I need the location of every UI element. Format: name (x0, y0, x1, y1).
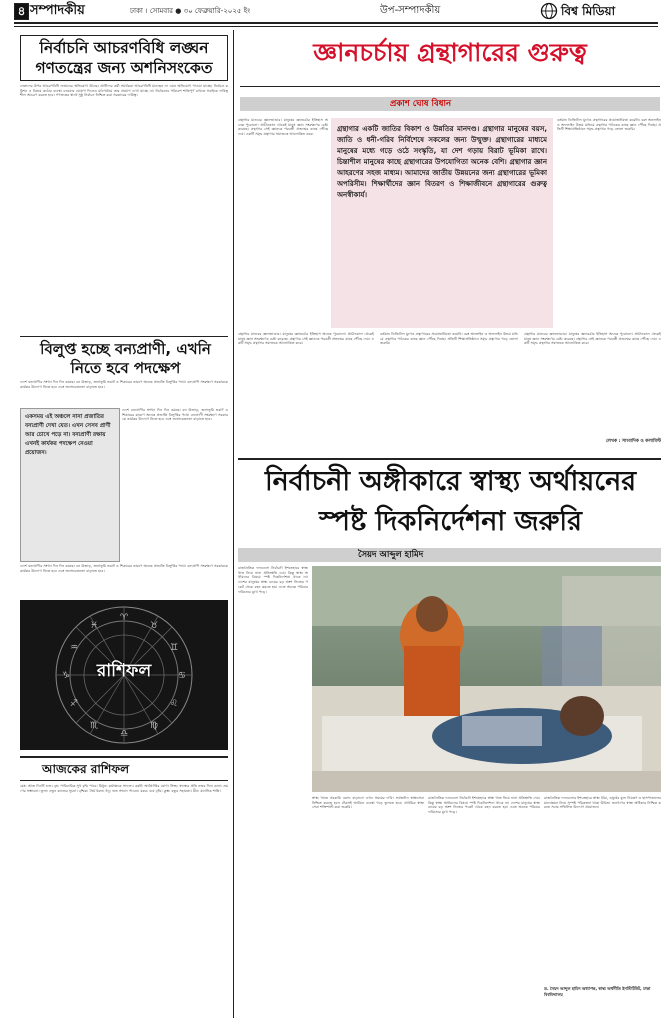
wildlife-pullquote: একসময় এই অঞ্চলে নানা প্রজাতির বন্যপ্রাণী দেখা যেত। এখন সেসব প্রাণী আর চোখে পড়ে না। বন্যপ্রাণী রক্ষায় এখনই কার্যকর পদক্ষেপ নেওয়া প্রয়োজন। (25, 414, 111, 456)
article1-body-lower-1: গ্রন্থাগার মানবের জ্ঞানভাণ্ডার। মানুষের জ্ঞানচর্চার ইতিহাস অনেক পুরোনো। প্রাচীনকাল থেকেই মানুষ জ্ঞান সংরক্ষণের চেষ্টা করেছে। গ্রন্থাগার সেই জ্ঞানকে পরবর্তী প্রজন্মের কাছে পৌঁছে দেয়। একটি সমৃদ্ধ গ্রন্থাগার সমাজকে আলোকিত করে। (238, 332, 374, 346)
column-rule (233, 30, 234, 1018)
article1-lead: গ্রন্থাগার একটি জাতির বিকাশ ও উন্নতির মানদণ্ড। গ্রন্থাগার মানুষের বয়স, জাতি ও ধনী-গরিব নির্বিশেষে সকলের জন্য উন্মুক্ত। গ্রন্থাগারের মাধ্যমে মানুষের মধ্যে গড়ে ওঠে সংস্কৃতি, যা দেশ গড়ায় বিরাট ভূমিকা রাখে। চিন্তাশীল মানুষের কাছে গ্রন্থাগারের উপযোগিতা অনেক বেশি। গ্রন্থাগার জ্ঞান আহরণের সহজ মাধ্যম। আমাদের জাতীয় উন্নয়নের জন্য গ্রন্থাগারের ভূমিকা অপরিসীম। শিক্ষার্থীদের জ্ঞান বিতরণ ও শিক্ষাজীবনে গ্রন্থাগারের গুরুত্ব অনস্বীকার্য। (337, 125, 547, 199)
hospital-photo (312, 566, 661, 792)
hospital-ward-image (312, 566, 661, 792)
svg-text:♎: ♎ (120, 729, 129, 739)
article1-lead-box (331, 118, 553, 328)
masthead-rule (14, 22, 658, 24)
article2-byline: সৈয়দ আব্দুল হামিদ (358, 550, 424, 560)
svg-text:♒: ♒ (70, 643, 79, 653)
article1-body-lower-3: গ্রন্থাগার মানবের জ্ঞানভাণ্ডার। মানুষের জ্ঞানচর্চার ইতিহাস অনেক পুরোনো। প্রাচীনকাল থেকেই মানুষ জ্ঞান সংরক্ষণের চেষ্টা করেছে। গ্রন্থাগার সেই জ্ঞানকে পরবর্তী প্রজন্মের কাছে পৌঁছে দেয়। একটি সমৃদ্ধ গ্রন্থাগার সমাজকে আলোকিত করে। (524, 332, 661, 346)
article1-body-lower-2: বর্তমান ডিজিটাল যুগেও গ্রন্থাগারের প্রয়োজনীয়তা কমেনি। বরং অনলাইন ও অফলাইন উভয় মাধ্যমে গ্রন্থাগার পাঠকের কাছে জ্ঞান পৌঁছে দিচ্ছে। প্রতিটি শিক্ষাপ্রতিষ্ঠানে সমৃদ্ধ গ্রন্থাগার গড়ে তোলা জরুরি। (380, 332, 518, 346)
globe-icon (540, 2, 558, 20)
svg-text:♌: ♌ (170, 699, 179, 709)
svg-text:♓: ♓ (90, 621, 99, 631)
article-separator (238, 458, 661, 460)
wildlife-body-right: দেশে বন্যপ্রাণীর সংখ্যা দিন দিন কমছে। বন উজাড়, জলাভূমি ভরাট ও শিকারের কারণে অনেক প্রজাতি বিলুপ্তির পথে। বন্যপ্রাণী সংরক্ষণে সরকারকে কার্যকর উদ্যোগ নিতে হবে এবং জনসচেতনতা বাড়াতে হবে। (122, 408, 228, 422)
editorial-body: নেতাদের উপর আচরণবিধি লঙ্ঘনের অভিযোগ উঠছে। প্রার্থীদের কর্মী সমর্থকরা আচরণবিধি মানছেন না এমন অভিযোগ পাওয়া যাচ্ছে। নির্বাচন কমিশন এ বিষয়ে কঠোর ব্যবস্থা নেওয়ার ঘোষণা দিলেও মাঠপর্যায়ে তার প্রয়োগ দেখা যাচ্ছে না। নির্বাচনের পরিবেশ শান্তিপূর্ণ রাখতে সবাইকে দায়িত্বশীল আচরণ করতে হবে। গণতন্ত্রের স্বার্থে সুষ্ঠু নির্বাচন নিশ্চিত করা সরকারের দায়িত্ব। (20, 84, 228, 98)
article1-body-left: গ্রন্থাগার মানবের জ্ঞানভাণ্ডার। মানুষের জ্ঞানচর্চার ইতিহাস অনেক পুরোনো। প্রাচীনকাল থেকেই মানুষ জ্ঞান সংরক্ষণের চেষ্টা করেছে। গ্রন্থাগার সেই জ্ঞানকে পরবর্তী প্রজন্মের কাছে পৌঁছে দেয়। একটি সমৃদ্ধ গ্রন্থাগার সমাজকে আলোকিত করে। (238, 118, 328, 137)
article2-body-left: রাজনৈতিক দলগুলো নির্বাচনী ইশতেহারে স্বাস্থ্য খাত নিয়ে নানা প্রতিশ্রুতি দেয়। কিন্তু স্বাস্থ্য অর্থায়নের বিষয়ে স্পষ্ট দিকনির্দেশনা থাকে না। দেশের মানুষের স্বাস্থ্য ব্যয়ের বড় অংশ নিজের পকেট থেকে বহন করতে হয়। এতে অনেক পরিবার দারিদ্র্যের মুখে পড়ে। (238, 566, 308, 594)
svg-text:♊: ♊ (170, 643, 179, 653)
editorial-headline-box (20, 35, 228, 81)
page-number: ৪ (17, 4, 26, 18)
article2-headline: নির্বাচনী অঙ্গীকারে স্বাস্থ্য অর্থায়নের স্পষ্ট দিকনির্দেশনা জরুরি (264, 466, 637, 537)
svg-text:♋: ♋ (178, 671, 187, 681)
article1-body-right: বর্তমান ডিজিটাল যুগেও গ্রন্থাগারের প্রয়োজনীয়তা কমেনি। বরং অনলাইন ও অফলাইন উভয় মাধ্যমে গ্রন্থাগার পাঠকের কাছে জ্ঞান পৌঁছে দিচ্ছে। প্রতিটি শিক্ষাপ্রতিষ্ঠানে সমৃদ্ধ গ্রন্থাগার গড়ে তোলা জরুরি। (557, 118, 661, 132)
section-label: সম্পাদকীয় (30, 3, 85, 18)
svg-text:♍: ♍ (150, 721, 159, 731)
wildlife-body: দেশে বন্যপ্রাণীর সংখ্যা দিন দিন কমছে। বন উজাড়, জলাভূমি ভরাট ও শিকারের কারণে অনেক প্রজাতি বিলুপ্তির পথে। বন্যপ্রাণী সংরক্ষণে সরকারকে কার্যকর উদ্যোগ নিতে হবে এবং জনসচেতনতা বাড়াতে হবে। (20, 380, 228, 389)
svg-text:♏: ♏ (90, 721, 99, 731)
horoscope-body: মেষ: আজ দিনটি শুভ। বৃষ: পারিবারিক সুখ বৃদ্ধি পাবে। মিথুন: কর্মক্ষেত্রে সাফল্য। কর্কট: অর্থপ্রাপ্তির যোগ। সিংহ: স্বাস্থ্যের প্রতি নজর দিন। কন্যা: ভ্রমণের সম্ভাবনা। তুলা: নতুন কাজের সূচনা। বৃশ্চিক: ধৈর্য ধরুন। ধনু: শুভ সংবাদ পাবেন। মকর: ব্যয় বৃদ্ধি। কুম্ভ: বন্ধুর সহায়তা। মীন: মানসিক শান্তি। (20, 784, 228, 793)
editorial-headline: নির্বাচনি আচরণবিধি লঙ্ঘন গণতন্ত্রের জন্য অশনিসংকেত (35, 39, 213, 77)
wildlife-pullquote-box (20, 408, 120, 562)
svg-text:♈: ♈ (120, 613, 129, 623)
brand-name: বিশ্ব মিডিয়া (561, 4, 616, 18)
article1-byline-bar (240, 97, 660, 111)
wildlife-body-bottom: দেশে বন্যপ্রাণীর সংখ্যা দিন দিন কমছে। বন উজাড়, জলাভূমি ভরাট ও শিকারের কারণে অনেক প্রজাতি বিলুপ্তির পথে। বন্যপ্রাণী সংরক্ষণে সরকারকে কার্যকর উদ্যোগ নিতে হবে এবং জনসচেতনতা বাড়াতে হবে। (20, 564, 228, 573)
svg-text:♐: ♐ (70, 699, 79, 709)
page-number-badge (14, 3, 29, 20)
article2-body-mid2: রাজনৈতিক দলগুলো নির্বাচনী ইশতেহারে স্বাস্থ্য খাত নিয়ে নানা প্রতিশ্রুতি দেয়। কিন্তু স্বাস্থ্য অর্থায়নের বিষয়ে স্পষ্ট দিকনির্দেশনা থাকে না। দেশের মানুষের স্বাস্থ্য ব্যয়ের বড় অংশ নিজের পকেট থেকে বহন করতে হয়। এতে অনেক পরিবার দারিদ্র্যের মুখে পড়ে। (428, 796, 540, 815)
sub-section-label: উপ-সম্পাদকীয় (380, 5, 441, 16)
article2-body-mid: স্বাস্থ্য খাতে সরকারি বরাদ্দ বাড়ানো এখন সময়ের দাবি। সর্বজনীন স্বাস্থ্যসেবা নিশ্চিত করতে হলে টেকসই অর্থায়ন ব্যবস্থা গড়ে তুলতে হবে। প্রাথমিক স্বাস্থ্যসেবা শক্তিশালী করা জরুরি। (312, 796, 424, 810)
brand-logo (540, 3, 658, 20)
masthead-rule-thin (14, 26, 658, 27)
horoscope-image-label: রাশিফল (96, 661, 152, 681)
headline-rule (240, 86, 660, 87)
horoscope-heading: আজকের রাশিফল (42, 762, 130, 776)
article1-byline: প্রকাশ ঘোষ বিধান (390, 99, 452, 109)
date-line: ঢাকা । সোমবার ● ৩০ ফেব্রুয়ারি-২০২৫ ইং (130, 7, 251, 15)
svg-text:♉: ♉ (150, 621, 159, 631)
article1-headline: জ্ঞানচর্চায় গ্রন্থাগারের গুরুত্ব (313, 38, 587, 67)
wildlife-headline: বিলুপ্ত হচ্ছে বন্যপ্রাণী, এখনি নিতে হবে পদক্ষেপ (40, 340, 211, 377)
article2-body-right: রাজনৈতিক দলগুলোর ইশতেহারে স্বাস্থ্য বীমা, ওষুধের মূল্য নিয়ন্ত্রণ ও হাসপাতালের মানোন্নয়ন নিয়ে সুস্পষ্ট পরিকল্পনা থাকা উচিত। জনগণের স্বাস্থ্য অধিকার নিশ্চিত করতে সবার সম্মিলিত উদ্যোগ প্রয়োজন। (544, 796, 661, 810)
article2-byline-bar (238, 548, 661, 562)
horoscope-heading-box (20, 756, 228, 781)
article1-author-note: লেখক : সাংবাদিক ও কলামিস্ট (605, 439, 661, 444)
article2-author-note: ড. সৈয়দ আব্দুল হামিদ অধ্যাপক, স্বাস্থ্য অর্থনীতি ইনস্টিটিউট, ঢাকা বিশ্ববিদ্যালয় (544, 986, 651, 997)
svg-text:♑: ♑ (62, 671, 71, 681)
divider (20, 336, 228, 337)
horoscope-image (20, 600, 228, 750)
